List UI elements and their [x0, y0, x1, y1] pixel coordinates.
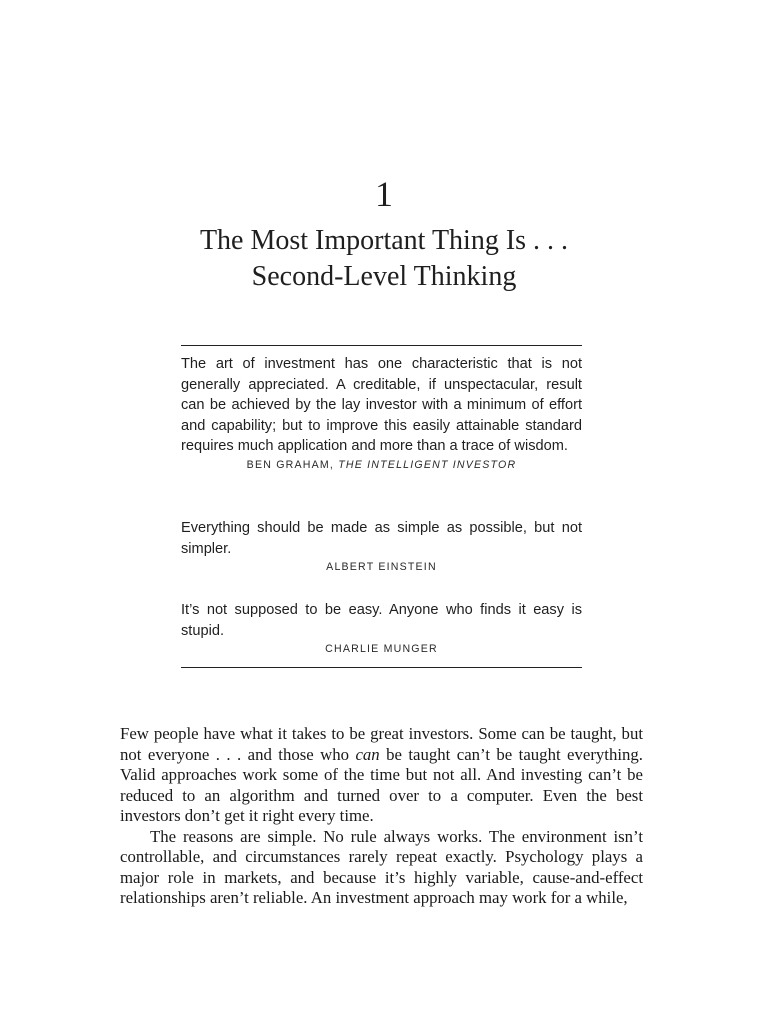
body-p1-emphasis: can: [355, 744, 380, 764]
epigraph-graham: [181, 354, 582, 472]
attribution-author: BEN GRAHAM,: [246, 458, 335, 471]
body-p1-start: Few people have what it takes to be great investors. Some can be taught, but not everyone . . . and those who: [120, 724, 643, 764]
chapter-title-line-1: The Most Important Thing Is . . .: [199, 225, 569, 256]
epigraph-quote: It’s not supposed to be easy. Anyone who finds it easy is stupid.: [181, 602, 582, 639]
epigraph-section: [181, 345, 582, 668]
epigraph-attribution: [181, 560, 582, 574]
epigraph-attribution: [181, 642, 582, 656]
body-paragraph-2: The reasons are simple. No rule always works. The environment isn’t controllable, and circumstances rarely repeat exactly. Psychology plays a major role in markets, and because it’s highly variable, cause-and-effect relationships aren’t reliable. An investment approach may work for a while,: [120, 826, 643, 907]
epigraph-quote: Everything should be made as simple as possible, but not simpler.: [181, 520, 582, 557]
body-paragraph-1: [120, 724, 643, 827]
epigraph-attribution: [181, 458, 582, 472]
epigraph-einstein: [181, 518, 582, 574]
chapter-title: [0, 223, 768, 295]
attribution-work: THE INTELLIGENT INVESTOR: [338, 458, 517, 471]
epigraph-munger: [181, 600, 582, 656]
attribution-author: CHARLIE MUNGER: [325, 643, 438, 655]
epigraph-quote: The art of investment has one characteristic that is not generally appreciated. A creditable, if unspectacular, result can be achieved by the lay investor with a minimum of effort and capability; but to improve this easily attainable standard requires much application and more than a trace of wisdom.: [181, 356, 582, 454]
attribution-author: ALBERT EINSTEIN: [326, 561, 437, 573]
chapter-number: 1: [375, 174, 393, 214]
body-text: [120, 724, 643, 909]
chapter-title-line-2: Second-Level Thinking: [251, 261, 517, 292]
body-p1-end: be taught can’t be taught everything. Valid approaches work some of the time but not all. And investing can’t be reduced to an algorithm and turned over to a computer. Even the best investors don’t get it right every time.: [120, 744, 644, 825]
